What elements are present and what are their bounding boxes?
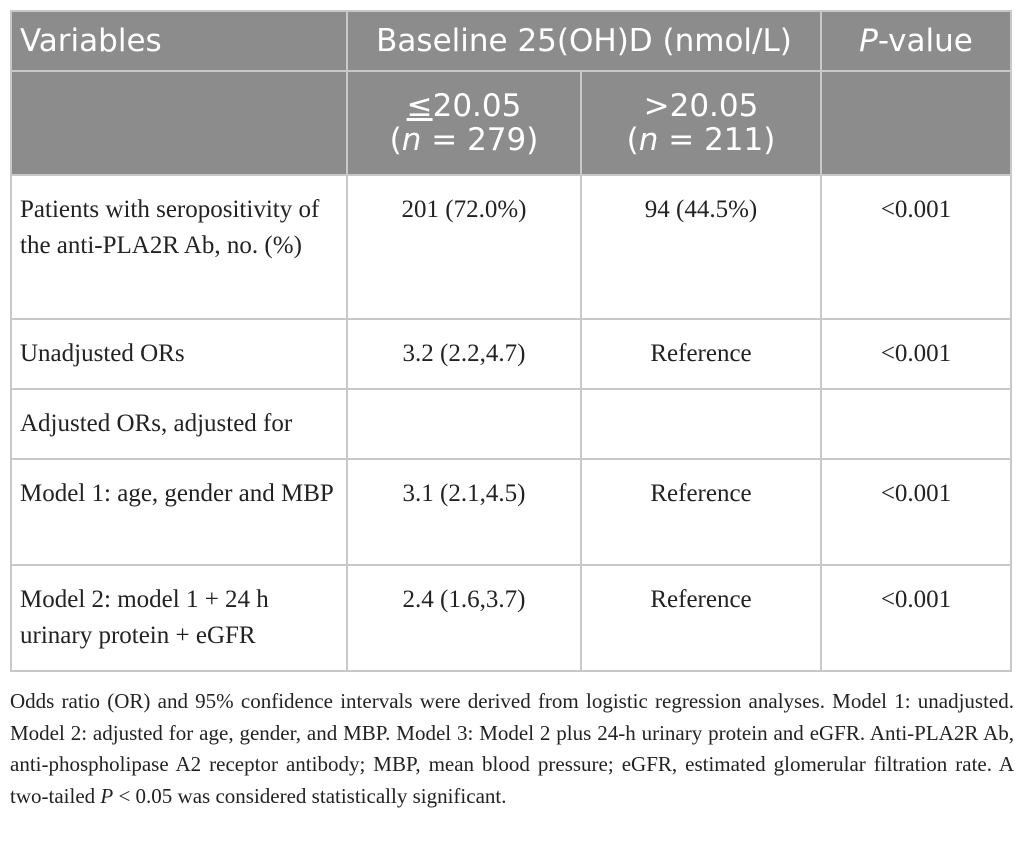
header-empty-right [821,71,1011,175]
cell-high: 94 (44.5%) [581,175,821,319]
table-row [11,565,1011,671]
cell-variable: Model 2: model 1 + 24 h urinary protein + eGFR [11,565,347,671]
header-low-threshold [349,89,579,123]
cell-low: 3.2 (2.2,4.7) [347,319,581,389]
cell-variable: Unadjusted ORs [11,319,347,389]
header-p-value [821,11,1011,71]
table-header [11,11,1011,175]
header-high-threshold: >20.05 [643,88,759,124]
cell-variable: Patients with seropositivity of the anti-PLA2R Ab, no. (%) [11,175,347,319]
cell-high: Reference [581,565,821,671]
header-low-n-italic: n [401,122,422,158]
table-container [10,10,1014,812]
table-row [11,459,1011,565]
cell-low [347,389,581,459]
header-high-paren: ( [626,122,639,158]
header-low-group [347,71,581,175]
footnote-text-before: Odds ratio (OR) and 95% confidence intervals were derived from logistic regression analyses. Model 1: unadjusted. Model 2: adjusted for age, gender, and MBP. Model 3: Model 2 plus 24-h urinary protein and eGFR. Anti-PLA2R Ab, anti-phospholipase A2 receptor antibody; MBP, mean blood pressure; eGFR, estimated glomerular filtration rate. A two-tailed [10,689,1014,808]
header-low-n-rest: = 279) [421,122,539,158]
header-low-n [349,123,579,157]
cell-variable: Adjusted ORs, adjusted for [11,389,347,459]
cell-p-value: <0.001 [821,459,1011,565]
cell-high: Reference [581,319,821,389]
header-high-n-italic: n [638,122,659,158]
header-row-1 [11,11,1011,71]
cell-p-value: <0.001 [821,175,1011,319]
table-row [11,319,1011,389]
header-p-rest: -value [877,23,973,59]
footnote-text-after: < 0.05 was considered statistically significant. [113,783,507,808]
header-low-paren: ( [389,122,402,158]
header-high-group [581,71,821,175]
header-high-n-rest: = 211) [658,122,776,158]
cell-low: 201 (72.0%) [347,175,581,319]
cell-variable: Model 1: age, gender and MBP [11,459,347,565]
header-baseline-group: Baseline 25(OH)D (nmol/L) [347,11,821,71]
data-table [10,10,1012,672]
header-variables: Variables [11,11,347,71]
header-row-2 [11,71,1011,175]
cell-p-value: <0.001 [821,319,1011,389]
table-body [11,175,1011,671]
header-p-italic: P [859,23,878,59]
header-low-symbol: ≤ [406,88,433,124]
table-row [11,175,1011,319]
table-row [11,389,1011,459]
cell-p-value: <0.001 [821,565,1011,671]
cell-p-value [821,389,1011,459]
header-high-n [583,123,819,157]
table-footnote [10,686,1014,812]
footnote-p-symbol: P [100,783,114,808]
cell-low: 2.4 (1.6,3.7) [347,565,581,671]
cell-high [581,389,821,459]
cell-high: Reference [581,459,821,565]
cell-low: 3.1 (2.1,4.5) [347,459,581,565]
header-empty-left [11,71,347,175]
header-low-value: 20.05 [432,88,522,124]
